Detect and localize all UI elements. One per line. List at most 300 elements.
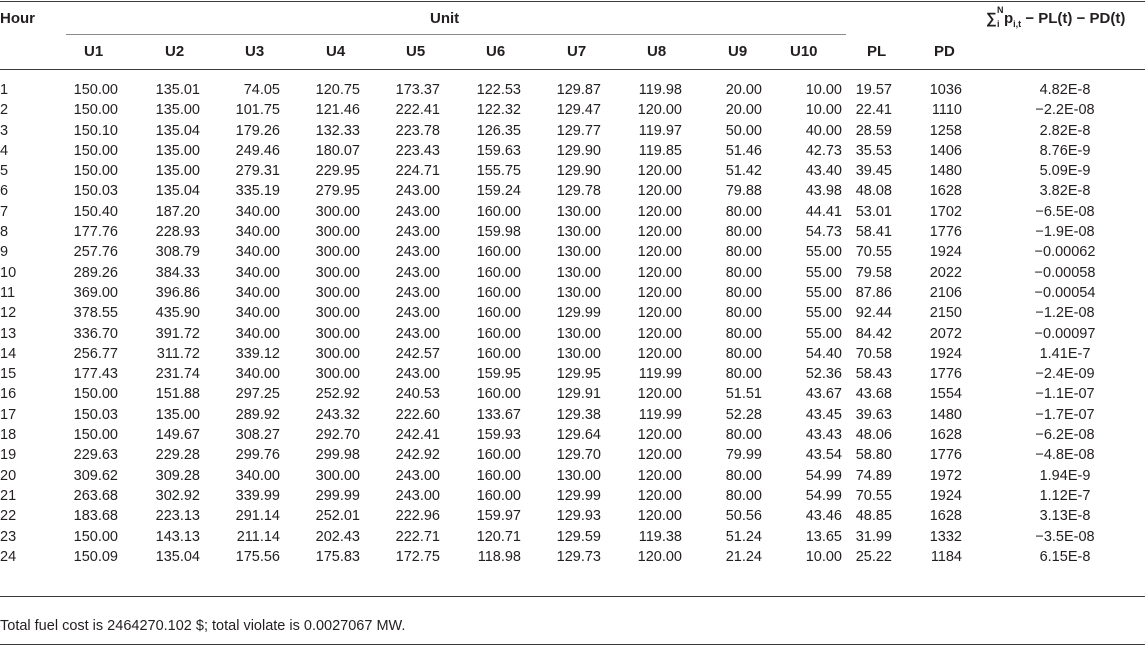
pd-cell: 1332 [929, 528, 962, 545]
unit-cell-u2: 149.67 [155, 427, 200, 444]
unit-cell-u10: 43.43 [805, 427, 842, 444]
table-row [0, 405, 1145, 425]
unit-cell-u6: 160.00 [476, 487, 521, 504]
unit-cell-u1: 229.63 [73, 447, 118, 464]
unit-cell-u7: 129.70 [556, 447, 601, 464]
pd-cell: 1628 [929, 183, 962, 200]
table-row [0, 283, 1145, 303]
unit-cell-u10: 10.00 [805, 82, 842, 98]
hour-cell: 22 [0, 508, 17, 525]
unit-cell-u5: 243.00 [395, 203, 440, 220]
balance-cell: −0.00062 [1034, 244, 1096, 261]
unit-cell-u10: 55.00 [805, 305, 842, 322]
unit-cell-u2: 135.01 [155, 82, 200, 98]
unit-cell-u3: 340.00 [235, 203, 280, 220]
unit-cell-u1: 150.00 [73, 82, 118, 98]
unit-cell-u10: 43.45 [805, 406, 842, 423]
unit-cell-u10: 54.99 [805, 487, 842, 504]
unit-cell-u8: 120.00 [637, 224, 682, 241]
balance-cell: −4.8E-08 [1035, 447, 1095, 464]
unit-header-u9: U9 [728, 43, 748, 60]
balance-cell: −1.9E-08 [1035, 224, 1095, 241]
unit-cell-u9: 20.00 [725, 102, 762, 119]
hour-cell: 21 [0, 487, 17, 504]
hour-cell: 2 [0, 102, 9, 119]
unit-cell-u9: 80.00 [725, 203, 762, 220]
pd-cell: 1554 [929, 386, 962, 403]
pd-cell: 1776 [929, 366, 962, 383]
unit-cell-u4: 292.70 [315, 427, 360, 444]
unit-cell-u3: 340.00 [235, 284, 280, 301]
unit-cell-u8: 120.00 [637, 447, 682, 464]
unit-cell-u10: 54.99 [805, 467, 842, 484]
unit-group-rule [66, 34, 846, 35]
pl-cell: 58.43 [855, 366, 892, 383]
table-row [0, 547, 1145, 567]
table-row [0, 344, 1145, 364]
unit-cell-u7: 130.00 [556, 467, 601, 484]
unit-cell-u4: 299.99 [315, 487, 360, 504]
balance-cell: −6.5E-08 [1035, 203, 1095, 220]
pd-cell: 1184 [930, 548, 962, 565]
unit-cell-u8: 120.00 [637, 163, 682, 180]
hour-cell: 3 [0, 122, 9, 139]
balance-cell: −2.2E-08 [1035, 102, 1095, 119]
unit-cell-u6: 160.00 [476, 244, 521, 261]
unit-cell-u9: 80.00 [725, 427, 762, 444]
unit-cell-u7: 130.00 [556, 244, 601, 261]
hour-cell: 24 [0, 548, 17, 565]
balance-cell: 5.09E-9 [1039, 163, 1091, 180]
table-row [0, 486, 1145, 506]
unit-cell-u1: 289.26 [73, 264, 118, 281]
balance-cell: −2.4E-09 [1035, 366, 1095, 383]
balance-cell: 3.82E-8 [1039, 183, 1091, 200]
unit-cell-u5: 222.60 [395, 406, 440, 423]
unit-cell-u9: 80.00 [725, 366, 762, 383]
pl-cell: 84.42 [855, 325, 892, 342]
unit-cell-u6: 122.53 [476, 82, 521, 98]
unit-cell-u1: 150.40 [73, 203, 118, 220]
p-symbol: p [1004, 10, 1014, 27]
unit-cell-u6: 160.00 [476, 386, 521, 403]
table-row [0, 202, 1145, 222]
unit-cell-u8: 120.00 [637, 427, 682, 444]
hour-header: Hour [0, 10, 35, 27]
unit-header-u2: U2 [165, 43, 185, 60]
balance-rest: − PL(t) − PD(t) [1021, 10, 1126, 27]
pd-cell: 1628 [929, 427, 962, 444]
balance-cell: −0.00058 [1034, 264, 1096, 281]
unit-cell-u9: 51.51 [725, 386, 762, 403]
pl-cell: 70.55 [855, 244, 892, 261]
unit-cell-u9: 52.28 [725, 406, 762, 423]
unit-cell-u9: 50.56 [725, 508, 762, 525]
balance-cell: 1.41E-7 [1039, 345, 1091, 362]
unit-cell-u1: 336.70 [73, 325, 118, 342]
unit-cell-u6: 160.00 [476, 305, 521, 322]
hour-cell: 5 [0, 163, 9, 180]
unit-cell-u7: 129.93 [556, 508, 601, 525]
unit-cell-u6: 159.24 [476, 183, 521, 200]
unit-cell-u2: 143.13 [155, 528, 200, 545]
unit-cell-u8: 119.99 [638, 406, 682, 423]
unit-cell-u8: 120.00 [637, 244, 682, 261]
unit-cell-u2: 228.93 [155, 224, 200, 241]
hour-cell: 1 [0, 82, 9, 98]
unit-cell-u6: 122.32 [476, 102, 521, 119]
pl-cell: 58.80 [855, 447, 892, 464]
unit-cell-u8: 120.00 [637, 203, 682, 220]
unit-cell-u9: 20.00 [725, 82, 762, 98]
unit-cell-u1: 256.77 [73, 345, 118, 362]
table-row [0, 466, 1145, 486]
unit-cell-u4: 132.33 [315, 122, 360, 139]
unit-cell-u5: 240.53 [395, 386, 440, 403]
unit-cell-u2: 231.74 [155, 366, 200, 383]
unit-cell-u5: 243.00 [395, 325, 440, 342]
unit-cell-u3: 308.27 [235, 427, 280, 444]
unit-cell-u4: 300.00 [315, 244, 360, 261]
unit-cell-u6: 160.00 [476, 203, 521, 220]
unit-cell-u5: 224.71 [395, 163, 440, 180]
unit-header-u4: U4 [326, 43, 346, 60]
pd-cell: 1628 [929, 508, 962, 525]
unit-cell-u8: 120.00 [637, 102, 682, 119]
unit-cell-u2: 308.79 [155, 244, 200, 261]
table-row [0, 141, 1145, 161]
unit-cell-u6: 120.71 [476, 528, 521, 545]
footnote: Total fuel cost is 2464270.102 $; total violate is 0.0027067 MW. [0, 618, 406, 634]
unit-cell-u8: 120.00 [637, 264, 682, 281]
unit-cell-u4: 300.00 [315, 467, 360, 484]
table-row [0, 222, 1145, 242]
unit-cell-u3: 340.00 [235, 244, 280, 261]
unit-cell-u10: 43.46 [805, 508, 842, 525]
unit-cell-u2: 435.90 [155, 305, 200, 322]
unit-cell-u1: 150.10 [73, 122, 118, 139]
unit-cell-u8: 120.00 [637, 467, 682, 484]
unit-cell-u6: 118.98 [477, 548, 521, 565]
table-body [0, 80, 1145, 567]
unit-cell-u4: 300.00 [315, 325, 360, 342]
unit-cell-u5: 243.00 [395, 224, 440, 241]
unit-cell-u7: 130.00 [556, 345, 601, 362]
pd-cell: 2106 [929, 284, 962, 301]
unit-cell-u10: 13.65 [805, 528, 842, 545]
unit-cell-u1: 150.00 [73, 528, 118, 545]
unit-cell-u7: 130.00 [556, 284, 601, 301]
pl-cell: 35.53 [855, 142, 892, 159]
pd-header: PD [934, 43, 955, 60]
unit-cell-u4: 120.75 [315, 82, 360, 98]
pl-cell: 87.86 [855, 284, 892, 301]
unit-header-u5: U5 [406, 43, 426, 60]
pd-cell: 2150 [929, 305, 962, 322]
unit-cell-u8: 120.00 [637, 508, 682, 525]
unit-cell-u3: 340.00 [235, 467, 280, 484]
header-bottom-rule [0, 69, 1145, 70]
pd-cell: 1924 [929, 345, 962, 362]
unit-cell-u9: 79.88 [725, 183, 762, 200]
pd-cell: 1924 [929, 487, 962, 504]
unit-header-u1: U1 [84, 43, 104, 60]
unit-cell-u6: 159.95 [476, 366, 521, 383]
unit-cell-u10: 55.00 [805, 244, 842, 261]
unit-cell-u5: 242.92 [395, 447, 440, 464]
unit-cell-u5: 243.00 [395, 183, 440, 200]
unit-cell-u7: 129.77 [556, 122, 601, 139]
unit-cell-u7: 129.90 [556, 142, 601, 159]
unit-cell-u10: 40.00 [805, 122, 842, 139]
unit-cell-u1: 263.68 [73, 487, 118, 504]
pd-cell: 1480 [929, 406, 962, 423]
hour-cell: 20 [0, 467, 17, 484]
unit-cell-u6: 159.63 [476, 142, 521, 159]
unit-cell-u2: 135.00 [155, 163, 200, 180]
balance-cell: 3.13E-8 [1039, 508, 1091, 525]
unit-cell-u6: 160.00 [476, 284, 521, 301]
table-row [0, 303, 1145, 323]
unit-cell-u9: 51.42 [725, 163, 762, 180]
unit-cell-u5: 243.00 [395, 467, 440, 484]
hour-cell: 19 [0, 447, 17, 464]
unit-cell-u4: 243.32 [315, 406, 360, 423]
unit-cell-u6: 159.97 [476, 508, 521, 525]
unit-cell-u3: 340.00 [235, 264, 280, 281]
hour-cell: 23 [0, 528, 17, 545]
unit-cell-u9: 21.24 [725, 548, 762, 565]
unit-cell-u10: 55.00 [805, 325, 842, 342]
pd-cell: 2072 [929, 325, 962, 342]
unit-cell-u9: 80.00 [725, 325, 762, 342]
sum-lower: i [997, 19, 1000, 29]
unit-cell-u9: 80.00 [725, 224, 762, 241]
unit-cell-u2: 135.00 [155, 142, 200, 159]
unit-cell-u7: 129.47 [556, 102, 601, 119]
pd-cell: 2022 [929, 264, 962, 281]
table-row [0, 384, 1145, 404]
unit-cell-u2: 384.33 [155, 264, 200, 281]
unit-cell-u6: 159.93 [476, 427, 521, 444]
unit-cell-u7: 129.38 [556, 406, 601, 423]
footnote-bottom-rule [0, 644, 1145, 645]
unit-cell-u10: 43.98 [805, 183, 842, 200]
hour-cell: 10 [0, 264, 17, 281]
unit-cell-u5: 172.75 [395, 548, 440, 565]
pd-cell: 1776 [929, 224, 962, 241]
pd-cell: 1702 [929, 203, 962, 220]
unit-cell-u5: 223.43 [395, 142, 440, 159]
balance-cell: −1.7E-07 [1035, 406, 1095, 423]
pl-cell: 70.55 [855, 487, 892, 504]
unit-cell-u1: 150.03 [73, 183, 118, 200]
pd-cell: 1036 [929, 82, 962, 98]
unit-cell-u8: 120.00 [637, 386, 682, 403]
unit-cell-u8: 120.00 [637, 305, 682, 322]
unit-cell-u6: 155.75 [476, 163, 521, 180]
unit-cell-u4: 299.98 [315, 447, 360, 464]
unit-cell-u8: 120.00 [637, 325, 682, 342]
balance-cell: −6.2E-08 [1035, 427, 1095, 444]
unit-cell-u10: 43.54 [805, 447, 842, 464]
unit-cell-u2: 223.13 [155, 508, 200, 525]
unit-cell-u7: 129.95 [556, 366, 601, 383]
table-row [0, 445, 1145, 465]
unit-cell-u3: 211.14 [236, 528, 280, 545]
hour-cell: 18 [0, 427, 17, 444]
unit-cell-u2: 135.00 [155, 406, 200, 423]
unit-cell-u5: 222.96 [395, 508, 440, 525]
unit-cell-u3: 340.00 [235, 224, 280, 241]
pl-cell: 39.45 [855, 163, 892, 180]
unit-cell-u2: 309.28 [155, 467, 200, 484]
unit-cell-u9: 80.00 [725, 264, 762, 281]
unit-cell-u8: 120.00 [637, 487, 682, 504]
balance-cell: 6.15E-8 [1039, 548, 1091, 565]
unit-cell-u9: 79.99 [725, 447, 762, 464]
balance-cell: −0.00097 [1034, 325, 1096, 342]
balance-cell: 8.76E-9 [1039, 142, 1091, 159]
unit-cell-u10: 52.36 [805, 366, 842, 383]
table-row [0, 100, 1145, 120]
table-row [0, 506, 1145, 526]
unit-cell-u4: 180.07 [315, 142, 360, 159]
unit-cell-u3: 249.46 [235, 142, 280, 159]
unit-cell-u1: 150.00 [73, 142, 118, 159]
unit-cell-u2: 187.20 [155, 203, 200, 220]
unit-cell-u8: 119.38 [638, 528, 682, 545]
balance-cell: −1.1E-07 [1035, 386, 1095, 403]
hour-cell: 16 [0, 386, 17, 403]
unit-cell-u5: 243.00 [395, 284, 440, 301]
unit-cell-u10: 55.00 [805, 284, 842, 301]
table-row [0, 364, 1145, 384]
unit-cell-u3: 179.26 [235, 122, 280, 139]
unit-cell-u1: 150.00 [73, 102, 118, 119]
unit-cell-u9: 80.00 [725, 284, 762, 301]
unit-cell-u8: 119.85 [638, 142, 682, 159]
unit-cell-u2: 396.86 [155, 284, 200, 301]
pl-cell: 58.41 [855, 224, 892, 241]
pl-cell: 48.06 [855, 427, 892, 444]
unit-cell-u4: 300.00 [315, 224, 360, 241]
hour-cell: 13 [0, 325, 17, 342]
unit-cell-u5: 222.41 [395, 102, 440, 119]
unit-cell-u5: 242.57 [395, 345, 440, 362]
balance-cell: 2.82E-8 [1039, 122, 1091, 139]
unit-cell-u1: 150.09 [73, 548, 118, 565]
unit-cell-u8: 119.99 [638, 366, 682, 383]
unit-cell-u9: 51.46 [725, 142, 762, 159]
pl-cell: 53.01 [855, 203, 892, 220]
table-row [0, 263, 1145, 283]
pd-cell: 1924 [929, 244, 962, 261]
unit-cell-u4: 279.95 [315, 183, 360, 200]
unit-cell-u1: 309.62 [73, 467, 118, 484]
table-row [0, 242, 1145, 262]
pd-cell: 1776 [929, 447, 962, 464]
unit-cell-u10: 55.00 [805, 264, 842, 281]
unit-cell-u10: 10.00 [805, 102, 842, 119]
unit-cell-u7: 129.64 [556, 427, 601, 444]
pl-cell: 74.89 [855, 467, 892, 484]
balance-cell: 4.82E-8 [1039, 82, 1091, 98]
unit-cell-u2: 302.92 [155, 487, 200, 504]
unit-cell-u7: 130.00 [556, 203, 601, 220]
unit-header-u7: U7 [567, 43, 587, 60]
unit-cell-u4: 300.00 [315, 305, 360, 322]
unit-cell-u6: 160.00 [476, 345, 521, 362]
pl-cell: 48.85 [855, 508, 892, 525]
table-row [0, 181, 1145, 201]
unit-cell-u7: 129.99 [556, 305, 601, 322]
unit-cell-u5: 223.78 [395, 122, 440, 139]
unit-cell-u5: 173.37 [395, 82, 440, 98]
unit-cell-u10: 43.67 [805, 386, 842, 403]
unit-cell-u8: 120.00 [637, 183, 682, 200]
hour-cell: 15 [0, 366, 17, 383]
unit-cell-u10: 43.40 [805, 163, 842, 180]
table-row [0, 425, 1145, 445]
pl-cell: 70.58 [855, 345, 892, 362]
unit-cell-u9: 80.00 [725, 244, 762, 261]
hour-cell: 14 [0, 345, 17, 362]
sum-symbol: ∑ [986, 10, 997, 27]
unit-cell-u6: 133.67 [476, 406, 521, 423]
unit-header-u3: U3 [245, 43, 265, 60]
unit-cell-u3: 340.00 [235, 305, 280, 322]
unit-cell-u9: 80.00 [725, 467, 762, 484]
unit-cell-u1: 150.03 [73, 406, 118, 423]
table-row [0, 527, 1145, 547]
pd-cell: 1406 [929, 142, 962, 159]
unit-cell-u6: 160.00 [476, 325, 521, 342]
unit-cell-u2: 135.04 [155, 122, 200, 139]
unit-cell-u3: 335.19 [235, 183, 280, 200]
table-row [0, 161, 1145, 181]
unit-cell-u10: 42.73 [805, 142, 842, 159]
balance-cell: 1.94E-9 [1039, 467, 1091, 484]
balance-cell: 1.12E-7 [1039, 487, 1091, 504]
unit-cell-u2: 229.28 [155, 447, 200, 464]
unit-cell-u3: 299.76 [235, 447, 280, 464]
unit-cell-u8: 119.97 [638, 122, 682, 139]
unit-cell-u1: 177.43 [73, 366, 118, 383]
unit-cell-u7: 130.00 [556, 264, 601, 281]
pd-cell: 1972 [929, 467, 962, 484]
unit-cell-u2: 135.00 [155, 102, 200, 119]
unit-cell-u10: 54.73 [805, 224, 842, 241]
table-row [0, 324, 1145, 344]
unit-cell-u3: 101.75 [235, 102, 280, 119]
unit-cell-u4: 300.00 [315, 264, 360, 281]
unit-cell-u4: 229.95 [315, 163, 360, 180]
unit-cell-u1: 150.00 [73, 427, 118, 444]
unit-cell-u5: 243.00 [395, 487, 440, 504]
unit-group-header: Unit [430, 10, 460, 27]
unit-cell-u4: 300.00 [315, 345, 360, 362]
unit-cell-u2: 151.88 [155, 386, 200, 403]
unit-cell-u2: 311.72 [156, 345, 200, 362]
unit-cell-u7: 129.73 [556, 548, 601, 565]
unit-cell-u7: 129.78 [556, 183, 601, 200]
unit-cell-u4: 175.83 [315, 548, 360, 565]
unit-cell-u6: 126.35 [476, 122, 521, 139]
unit-cell-u2: 135.04 [155, 183, 200, 200]
unit-cell-u8: 120.00 [637, 548, 682, 565]
unit-cell-u3: 74.05 [243, 82, 280, 98]
